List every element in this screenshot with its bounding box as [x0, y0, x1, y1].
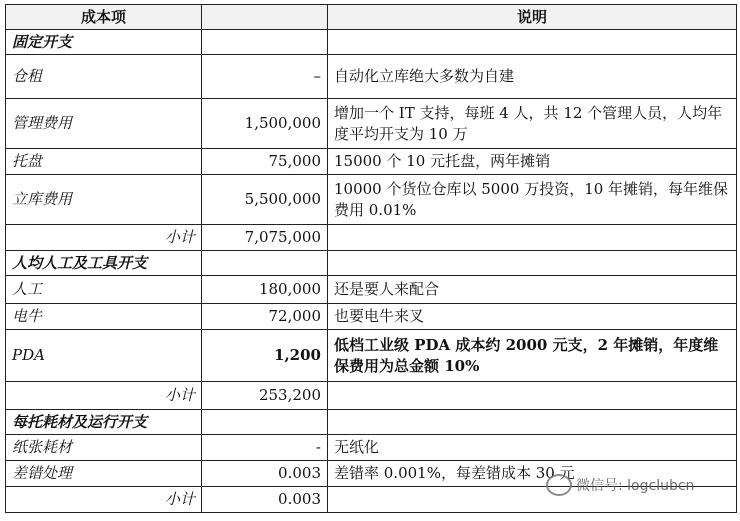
table-row — [6, 55, 737, 99]
section-row — [6, 410, 737, 435]
subtotal-label: 小计 — [6, 382, 202, 410]
row-desc: 还是要人来配合 — [328, 276, 737, 304]
table-row — [6, 276, 737, 304]
section-row — [6, 30, 737, 55]
watermark-text: 微信号: logclubcn — [576, 478, 695, 494]
table-header-row — [6, 5, 737, 30]
row-name: 立库费用 — [6, 175, 202, 225]
table-row — [6, 149, 737, 175]
row-desc: 低档工业级 PDA 成本约 2000 元支，2 年摊销，年度维保费用为总金额 10% — [328, 330, 737, 382]
header-item: 成本项 — [6, 5, 202, 30]
row-value: 1,200 — [202, 330, 328, 382]
header-desc: 说明 — [328, 5, 737, 30]
header-value — [202, 5, 328, 30]
cost-table — [5, 4, 737, 513]
subtotal-label: 小计 — [6, 487, 202, 513]
watermark — [546, 474, 694, 496]
row-value: 1,500,000 — [202, 99, 328, 149]
wechat-icon — [546, 474, 572, 496]
row-name: 托盘 — [6, 149, 202, 175]
section-title: 人均人工及工具开支 — [6, 251, 202, 276]
subtotal-value: 253,200 — [202, 382, 328, 410]
table-row — [6, 99, 737, 149]
row-desc: 15000 个 10 元托盘，两年摊销 — [328, 149, 737, 175]
section-row — [6, 251, 737, 276]
row-name: 电牛 — [6, 304, 202, 330]
table-row — [6, 330, 737, 382]
subtotal-row — [6, 382, 737, 410]
row-name: 人工 — [6, 276, 202, 304]
table-row — [6, 175, 737, 225]
row-desc: 无纸化 — [328, 435, 737, 461]
table-row — [6, 304, 737, 330]
row-name: 仓租 — [6, 55, 202, 99]
row-name: 差错处理 — [6, 461, 202, 487]
row-name: 管理费用 — [6, 99, 202, 149]
section-title: 每托耗材及运行开支 — [6, 410, 202, 435]
row-name: 纸张耗材 — [6, 435, 202, 461]
row-value: 75,000 — [202, 149, 328, 175]
row-desc: 差错率 0.001%，每差错成本 30 元 — [328, 461, 737, 487]
row-value: 0.003 — [202, 461, 328, 487]
row-value: 5,500,000 — [202, 175, 328, 225]
subtotal-row — [6, 225, 737, 251]
subtotal-label: 小计 — [6, 225, 202, 251]
row-desc: 增加一个 IT 支持，每班 4 人，共 12 个管理人员，人均年度平均开支为 10 万 — [328, 99, 737, 149]
subtotal-value: 7,075,000 — [202, 225, 328, 251]
table-row — [6, 435, 737, 461]
row-name: PDA — [6, 330, 202, 382]
row-value: 72,000 — [202, 304, 328, 330]
row-desc: 自动化立库绝大多数为自建 — [328, 55, 737, 99]
row-value: 180,000 — [202, 276, 328, 304]
subtotal-value: 0.003 — [202, 487, 328, 513]
row-desc: 10000 个货位仓库以 5000 万投资，10 年摊销，每年维保费用 0.01% — [328, 175, 737, 225]
row-desc: 也要电牛来叉 — [328, 304, 737, 330]
row-value: – — [202, 55, 328, 99]
section-title: 固定开支 — [6, 30, 202, 55]
row-value: - — [202, 435, 328, 461]
